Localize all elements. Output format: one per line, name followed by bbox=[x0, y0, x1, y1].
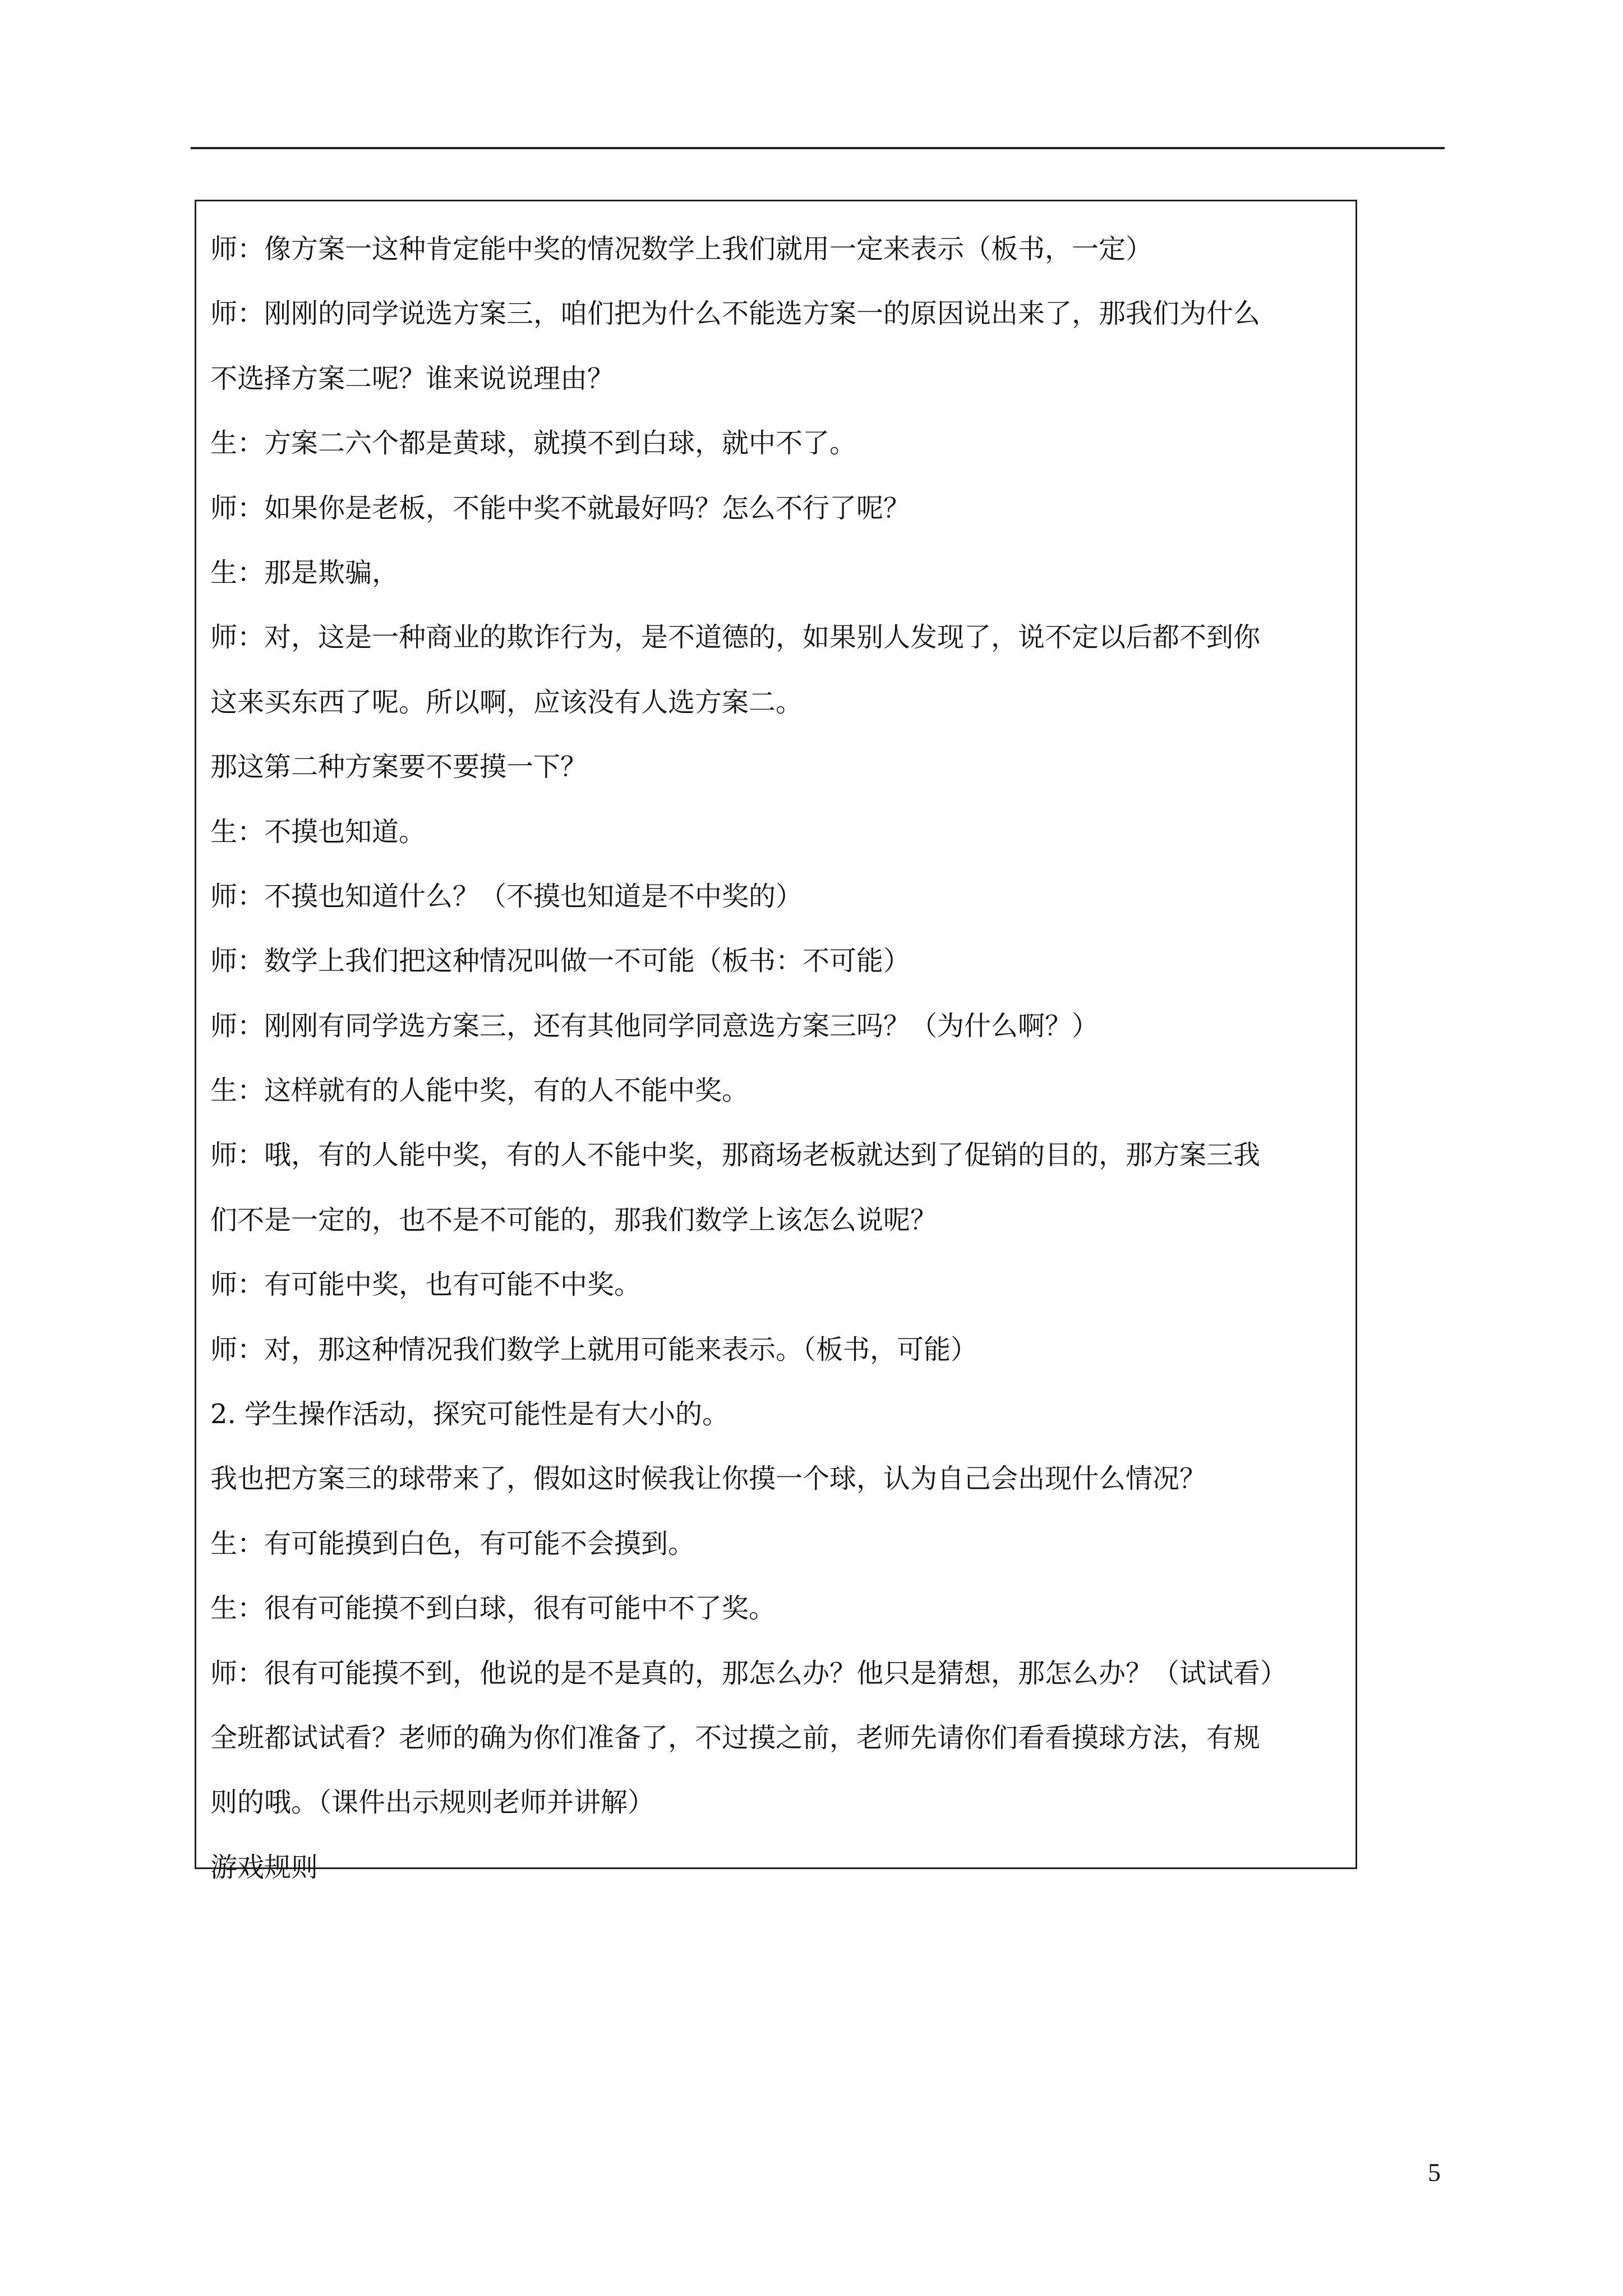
transcript-line: 生：那是欺骗， bbox=[210, 556, 399, 588]
page-number: 5 bbox=[1428, 2158, 1441, 2187]
transcript-line: 师：对，那这种情况我们数学上就用可能来表示。（板书，可能） bbox=[210, 1333, 978, 1365]
header-rule bbox=[191, 147, 1445, 149]
transcript-line: 我也把方案三的球带来了，假如这时候我让你摸一个球，认为自己会出现什么情况？ bbox=[210, 1463, 1207, 1495]
transcript-line: 师：对，这是一种商业的欺诈行为，是不道德的，如果别人发现了，说不定以后都不到你 bbox=[210, 622, 1261, 654]
transcript-lines bbox=[210, 217, 1349, 1900]
transcript-line: 师：数学上我们把这种情况叫做一不可能（板书：不可能） bbox=[210, 945, 911, 977]
transcript-line: 师：像方案一这种肯定能中奖的情况数学上我们就用一定来表示（板书，一定） bbox=[210, 233, 1153, 265]
transcript-line: 师：不摸也知道什么？（不摸也知道是不中奖的） bbox=[210, 880, 803, 912]
transcript-line: 游戏规则 bbox=[210, 1851, 319, 1883]
transcript-line: 全班都试试看？老师的确为你们准备了，不过摸之前，老师先请你们看看摸球方法，有规 bbox=[210, 1722, 1261, 1754]
transcript-line: 这来买东西了呢。所以啊，应该没有人选方案二。 bbox=[210, 686, 803, 718]
transcript-line: 师：刚刚的同学说选方案三，咱们把为什么不能选方案一的原因说出来了，那我们为什么 bbox=[210, 298, 1261, 330]
transcript-line: 不选择方案二呢？谁来说说理由？ bbox=[210, 362, 615, 394]
transcript-line: 师：很有可能摸不到，他说的是不是真的，那怎么办？他只是猜想，那怎么办？（试试看） bbox=[210, 1657, 1288, 1689]
transcript-line: 师：哦，有的人能中奖，有的人不能中奖，那商场老板就达到了促销的目的，那方案三我 bbox=[210, 1139, 1261, 1171]
transcript-line: 2. 学生操作活动，探究可能性是有大小的。 bbox=[210, 1398, 730, 1430]
transcript-line: 生：这样就有的人能中奖，有的人不能中奖。 bbox=[210, 1075, 749, 1107]
transcript-line: 们不是一定的，也不是不可能的，那我们数学上该怎么说呢？ bbox=[210, 1204, 938, 1236]
transcript-line: 师：有可能中奖，也有可能不中奖。 bbox=[210, 1269, 642, 1301]
transcript-line: 生：有可能摸到白色，有可能不会摸到。 bbox=[210, 1527, 695, 1559]
transcript-line: 则的哦。（课件出示规则老师并讲解） bbox=[210, 1787, 655, 1819]
transcript-line: 生：不摸也知道。 bbox=[210, 816, 426, 848]
transcript-line: 生：很有可能摸不到白球，很有可能中不了奖。 bbox=[210, 1593, 776, 1625]
transcript-line: 师：如果你是老板，不能中奖不就最好吗？怎么不行了呢？ bbox=[210, 492, 911, 524]
lesson-transcript-box bbox=[195, 200, 1357, 1883]
transcript-line: 师：刚刚有同学选方案三，还有其他同学同意选方案三吗？（为什么啊？） bbox=[210, 1010, 1099, 1042]
transcript-line: 那这第二种方案要不要摸一下？ bbox=[210, 751, 588, 783]
transcript-line: 生：方案二六个都是黄球，就摸不到白球，就中不了。 bbox=[210, 427, 857, 459]
